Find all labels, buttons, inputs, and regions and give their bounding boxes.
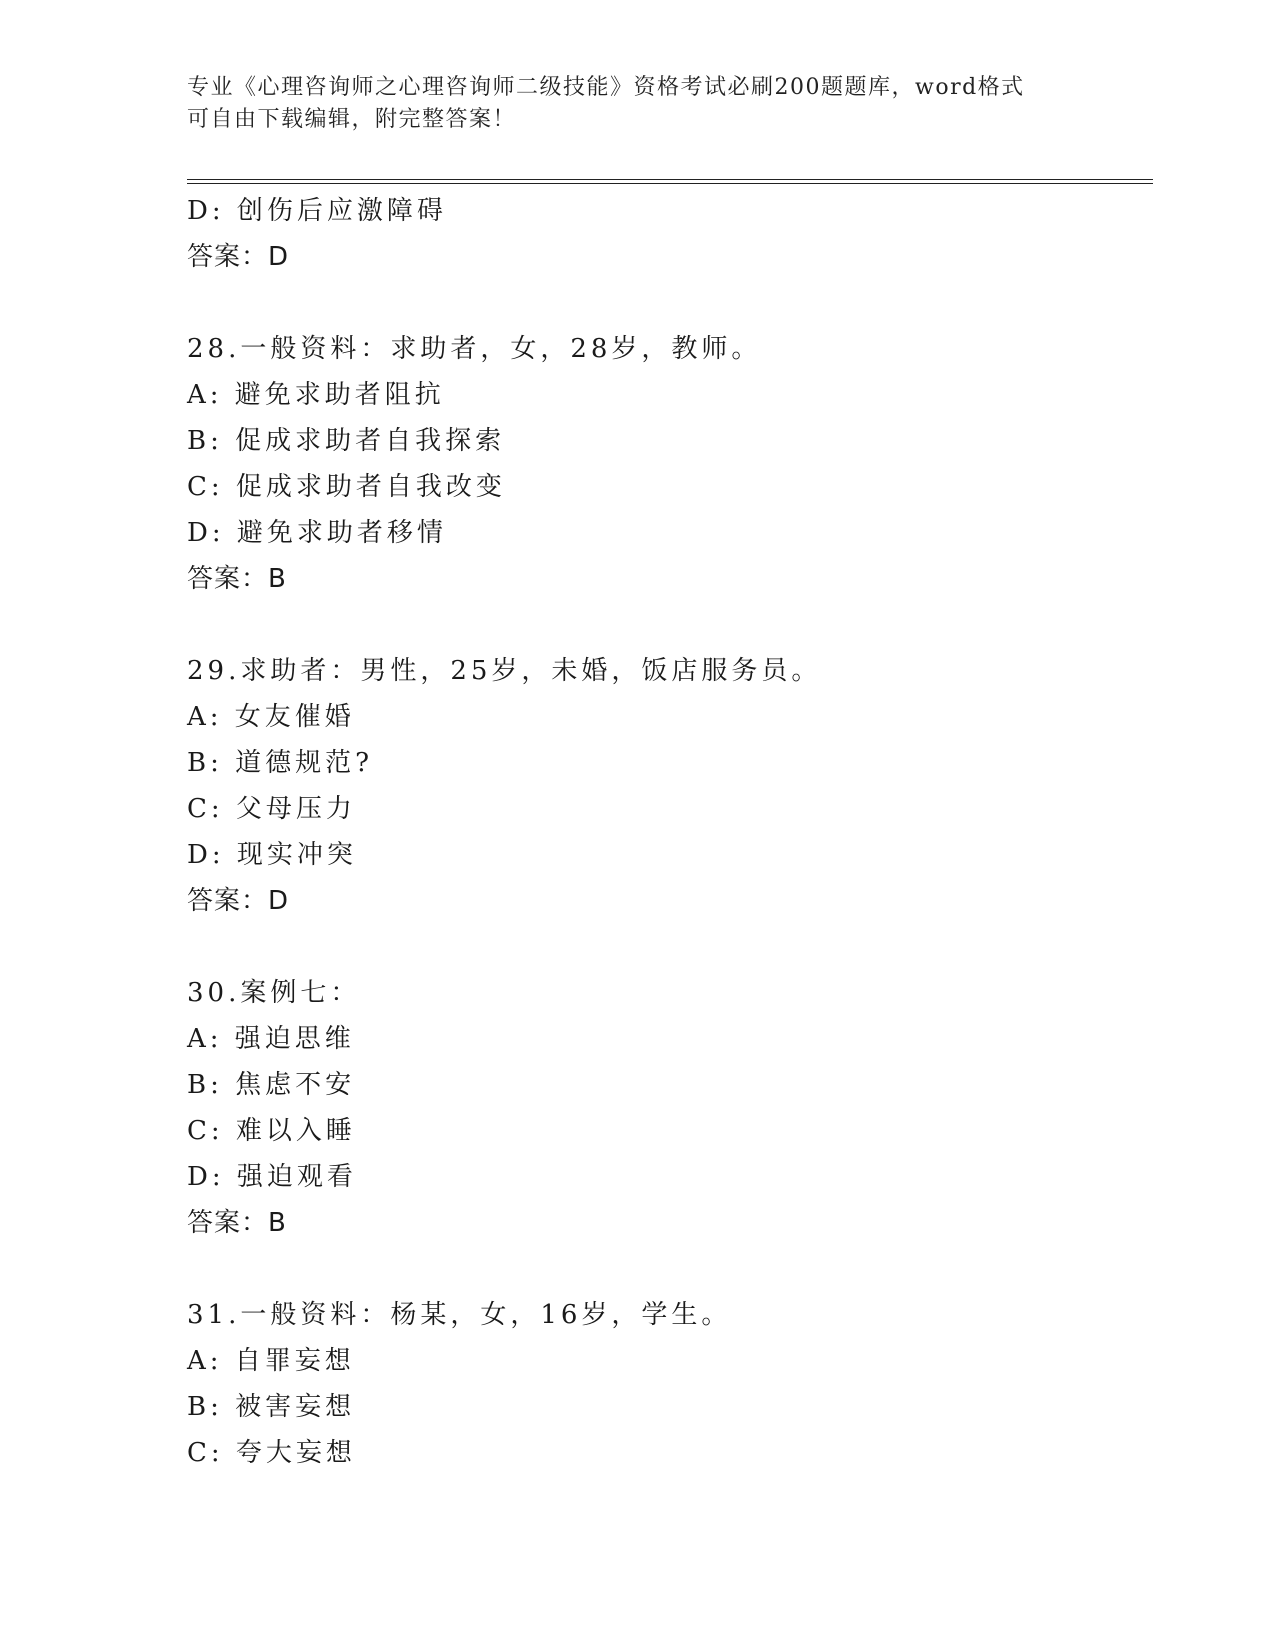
question-stem: 29.求助者：男性，25岁，未婚，饭店服务员。: [187, 656, 822, 686]
option-b: B: 焦虑不安: [187, 1070, 356, 1100]
header-divider-top: [187, 179, 1153, 180]
question-stem: 31.一般资料：杨某，女，16岁，学生。: [187, 1300, 732, 1330]
option-b: B: 促成求助者自我探索: [187, 426, 506, 456]
option-b: B: 道德规范?: [187, 748, 374, 778]
option-c: C: 促成求助者自我改变: [187, 472, 506, 502]
question-stem: 28.一般资料：求助者，女，28岁，教师。: [187, 334, 762, 364]
question-29: [187, 648, 1147, 924]
option-c: C: 父母压力: [187, 794, 356, 824]
option-c: C: 夸大妄想: [187, 1438, 356, 1468]
option-d: D: 创伤后应激障碍: [187, 196, 447, 226]
document-header: [187, 72, 1067, 136]
question-28: [187, 326, 1147, 602]
answer-line: 答案：D: [187, 242, 290, 272]
question-30: [187, 970, 1147, 1246]
option-c: C: 难以入睡: [187, 1116, 356, 1146]
option-d: D: 现实冲突: [187, 840, 357, 870]
question-31: [187, 1292, 1147, 1476]
option-b: B: 被害妄想: [187, 1392, 356, 1422]
header-divider-bottom: [187, 183, 1153, 184]
answer-line: 答案：B: [187, 1208, 287, 1238]
header-line-2: 可自由下载编辑，附完整答案！: [187, 107, 517, 132]
option-a: A: 避免求助者阻抗: [187, 380, 445, 410]
question-stem: 30.案例七：: [187, 978, 361, 1008]
option-a: A: 女友催婚: [187, 702, 355, 732]
option-a: A: 自罪妄想: [187, 1346, 355, 1376]
answer-line: 答案：B: [187, 564, 287, 594]
question-list: [187, 188, 1147, 1476]
option-a: A: 强迫思维: [187, 1024, 355, 1054]
header-line-1: 专业《心理咨询师之心理咨询师二级技能》资格考试必刷200题题库，word格式: [187, 75, 1025, 100]
option-d: D: 避免求助者移情: [187, 518, 447, 548]
option-d: D: 强迫观看: [187, 1162, 357, 1192]
answer-line: 答案：D: [187, 886, 290, 916]
